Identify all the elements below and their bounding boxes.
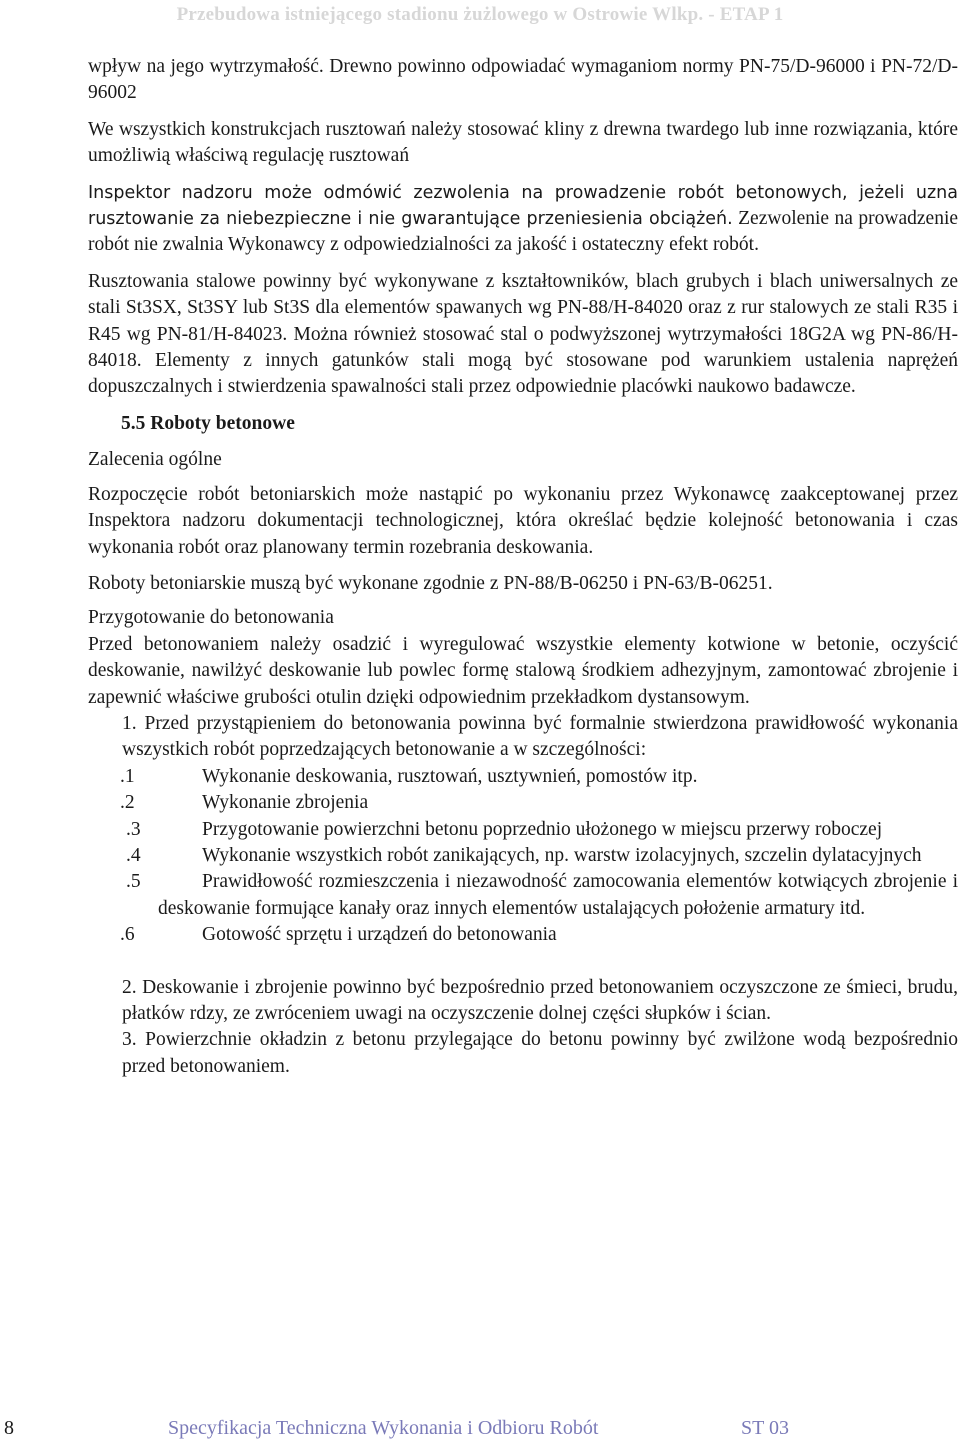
sub-list-text: Gotowość sprzętu i urządzeń do betonowania <box>202 924 557 946</box>
sub-list-number: .1 <box>120 765 135 787</box>
sub-list-text: Wykonanie zbrojenia <box>202 792 369 814</box>
page-header: Przebudowa istniejącego stadionu żużlowego w Ostrowie Wlkp. - ETAP 1 <box>176 4 784 25</box>
sub-list-item <box>88 869 958 922</box>
sub-list-text: Wykonanie wszystkich robót zanikających, np. warstw izolacyjnych, szczelin dylatacyjnych <box>202 844 922 866</box>
section-heading: 5.5 Roboty betonowe <box>121 412 295 434</box>
paragraph-scaffolding-wedges: We wszystkich konstrukcjach rusztowań należy stosować kliny z drewna twardego lub inne rozwiązania, które umożliwią właściwą regulację rusztowań <box>88 118 958 167</box>
approval-responsibility-text: Zezwolenie na prowadzenie robót nie zwalnia Wykonawcy z odpowiedzialności za jakość i ostateczny efekt robót. <box>88 208 959 256</box>
paragraph-inspector-approval <box>88 180 958 259</box>
sub-list-text: Przygotowanie powierzchni betonu poprzednio ułożonego w miejscu przerwy roboczej <box>202 818 883 840</box>
paragraph-preparation: Przed betonowaniem należy osadzić i wyregulować wszystkie elementy kotwione w betonie, oczyścić deskowanie, nawilżyć deskowanie lub powlec formę stalową środkiem adhezyjnym, zamontować zbrojenie i zapewnić właściwe grubości otulin dzięki odpowiednim przekładkom dystansowym. <box>88 633 958 708</box>
list-item-3: 3. Powierzchnie okładzin z betonu przylegające do betonu powinny być zwilżone wodą bezpośrednio przed betonowaniem. <box>122 1029 958 1077</box>
sub-list-number: .5 <box>126 871 141 893</box>
sub-list-item <box>88 817 958 843</box>
sub-list-number: .6 <box>120 924 135 946</box>
paragraph-concrete-start: Rozpoczęcie robót betoniarskich może nastąpić po wykonaniu przez Wykonawcę zaakceptowanej przez Inspektora nadzoru dokumentacji technologicznej, która określać będzie kolejność betonowania i czas wykonania robót oraz planowany termin rozebrania deskowania. <box>88 483 958 558</box>
document-body <box>88 54 958 1080</box>
sub-list-item <box>88 764 958 790</box>
footer-code: ST 03 <box>741 1417 789 1439</box>
paragraph-steel-scaffolding: Rusztowania stalowe powinny być wykonywane z kształtowników, blach grubych i blach uniwersalnych ze stali St3SX, St3SY lub St3S dla elementów spawanych wg PN-88/H-84020 oraz z rur stalowych ze stali R35 i R45 wg PN-81/H-84023. Można również stosować stal o podwyższonej wytrzymałości 18G2A wg PN-86/H-84018. Elementy z innych gatunków stali mogą być stosowane pod warunkiem ustalenia naprężeń dopuszczalnych i stwierdzenia spawalności stali przez odpowiednie placówki naukowo badawcze. <box>88 270 958 398</box>
page-number: 8 <box>4 1417 14 1439</box>
sub-list-number: .4 <box>126 844 141 866</box>
inspector-refusal-text: Inspektor nadzoru może odmówić zezwolenia na prowadzenie robót betonowych, jeżeli uzna rusztowanie za niebezpieczne i nie gwarantujące przeniesienia obciążeń. <box>88 182 958 230</box>
sub-list <box>88 764 958 949</box>
list-item-2: 2. Deskowanie i zbrojenie powinno być bezpośrednio przed betonowaniem oczyszczone ze śmieci, brudu, płatków rdzy, ze zwróceniem uwagi na oczyszczenie dolnej części słupków i ścian. <box>122 976 958 1024</box>
list-item-1: 1. Przed przystąpieniem do betonowania powinna być formalnie stwierdzona prawidłowość wykonania wszystkich robót poprzedzających betonowanie a w szczególności: <box>122 712 958 761</box>
subheading-general-recommendations: Zalecenia ogólne <box>88 449 222 471</box>
subheading-preparation: Przygotowanie do betonowania <box>88 607 334 629</box>
sub-list-text: Prawidłowość rozmieszczenia i niezawodność zamocowania elementów kotwiących zbrojenie i deskowanie formujące kanały oraz innych elementów ustalających położenie armatury itd. <box>158 871 958 919</box>
sub-list-number: .2 <box>120 792 135 814</box>
footer-title: Specyfikacja Techniczna Wykonania i Odbioru Robót <box>168 1417 599 1439</box>
sub-list-text: Wykonanie deskowania, rusztowań, usztywnień, pomostów itp. <box>202 765 698 787</box>
paragraph-concrete-standards: Roboty betoniarskie muszą być wykonane zgodnie z PN-88/B-06250 i PN-63/B-06251. <box>88 572 773 594</box>
sub-list-item <box>88 843 958 869</box>
sub-list-item <box>88 790 958 816</box>
sub-list-number: .3 <box>126 818 141 840</box>
sub-list-item <box>88 922 958 948</box>
page-footer <box>0 1417 960 1447</box>
paragraph-timber-standard: wpływ na jego wytrzymałość. Drewno powinno odpowiadać wymaganiom normy PN-75/D-96000 i PN-72/D-96002 <box>88 56 958 104</box>
